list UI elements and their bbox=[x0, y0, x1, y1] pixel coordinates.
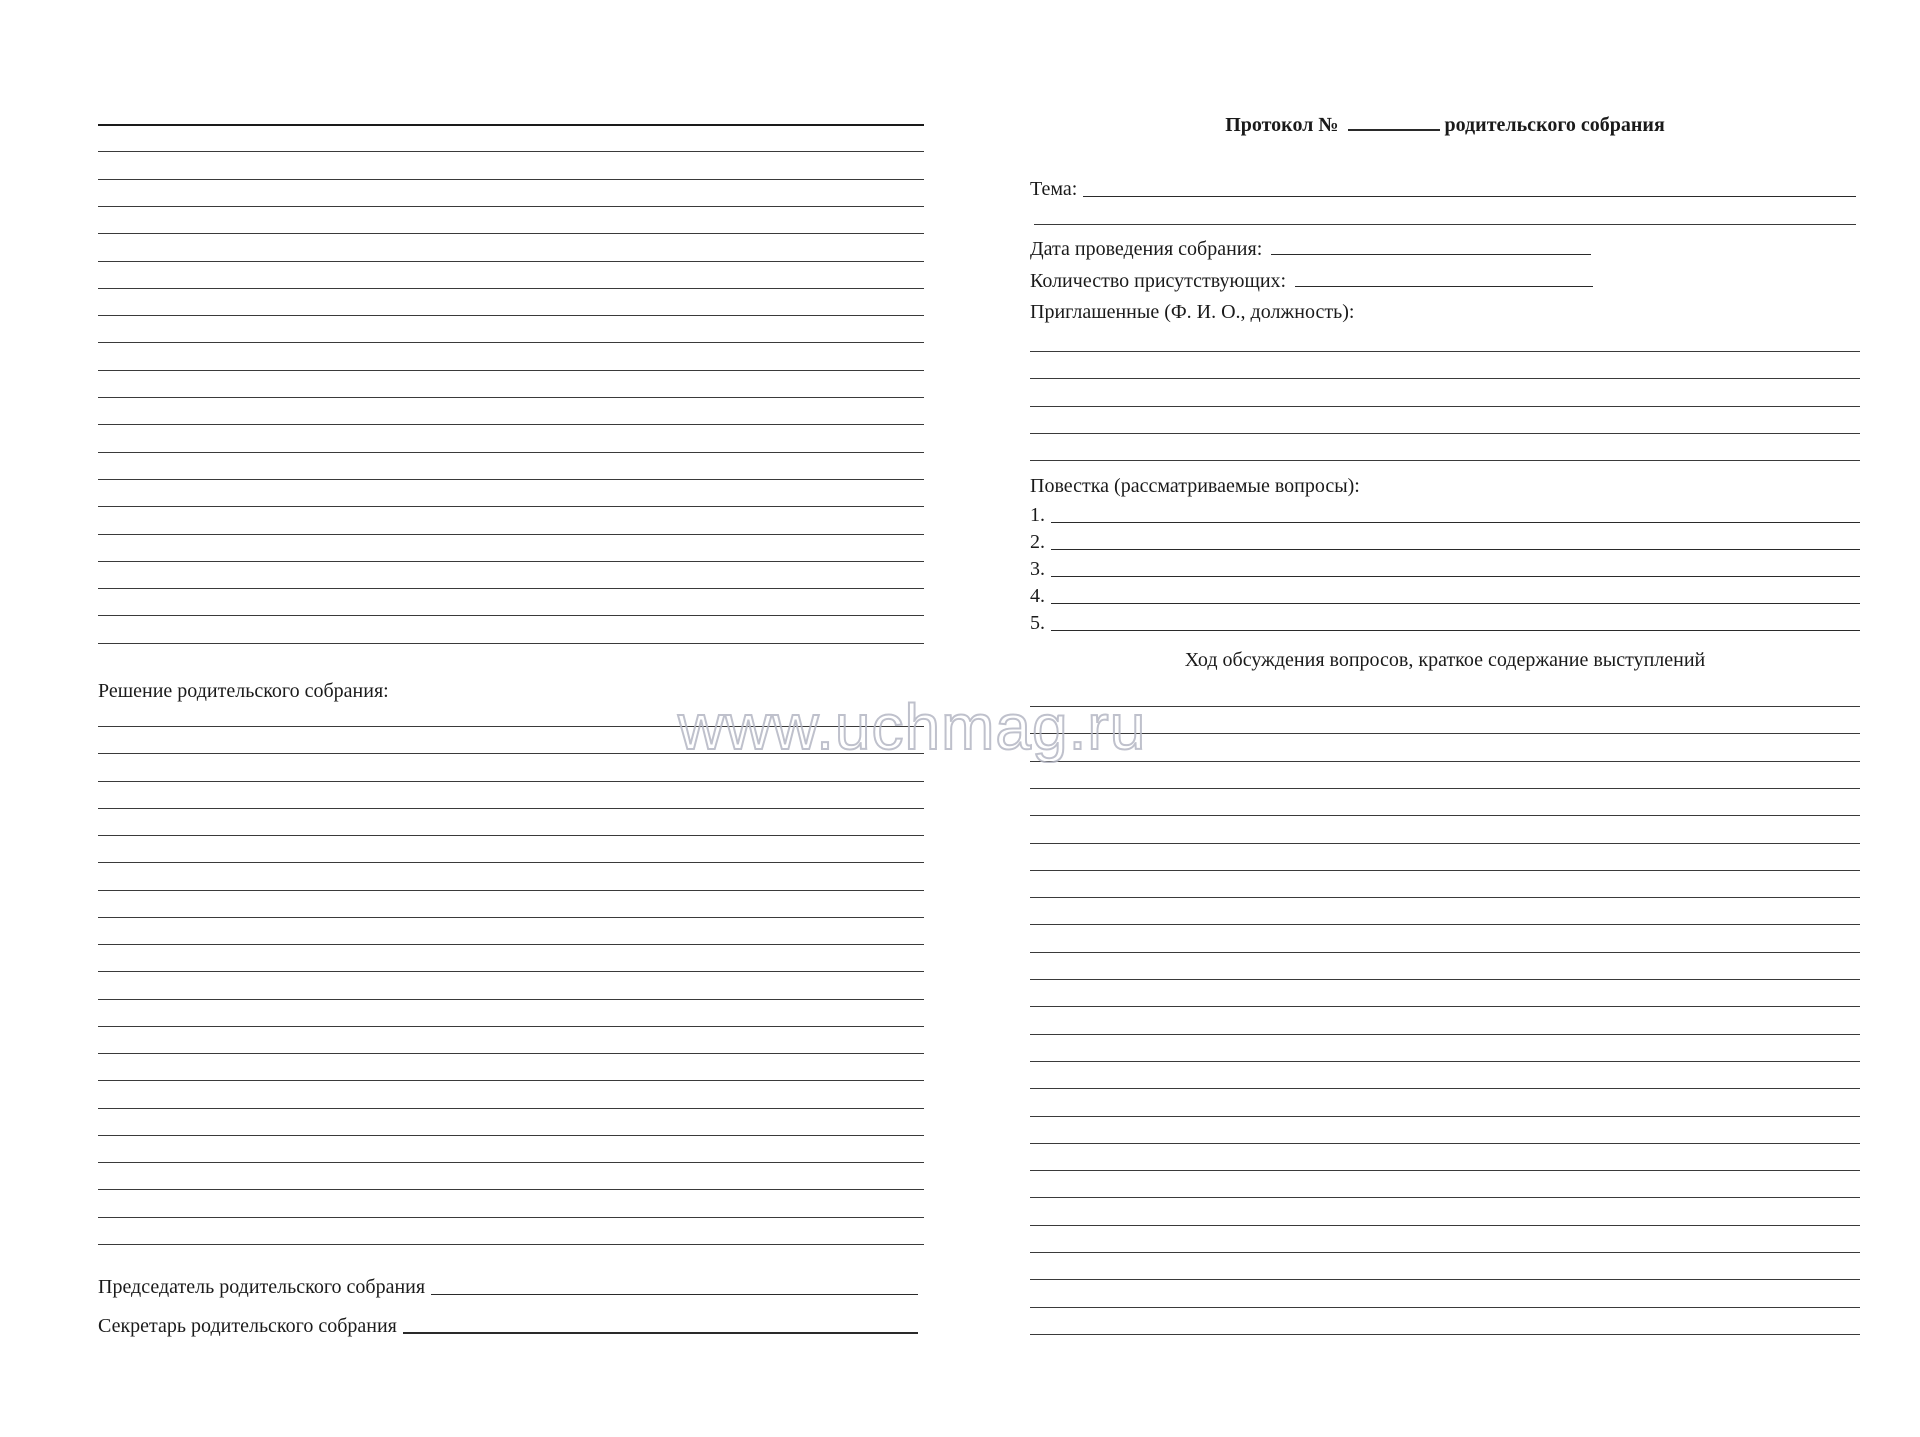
writing-line[interactable] bbox=[1030, 1170, 1860, 1171]
writing-line[interactable] bbox=[1030, 1252, 1860, 1253]
writing-line[interactable] bbox=[1030, 1197, 1860, 1198]
topic-label: Тема: bbox=[1030, 178, 1078, 200]
title-suffix: родительского собрания bbox=[1444, 114, 1665, 136]
writing-line[interactable] bbox=[98, 944, 924, 945]
topic-line-2[interactable] bbox=[1034, 224, 1856, 225]
agenda-item[interactable]: 1. bbox=[1030, 502, 1860, 527]
writing-line[interactable] bbox=[1030, 378, 1860, 379]
secretary-signature-line[interactable] bbox=[403, 1312, 918, 1334]
writing-line[interactable] bbox=[98, 233, 924, 234]
writing-line[interactable] bbox=[1030, 815, 1860, 816]
writing-line[interactable] bbox=[1030, 1061, 1860, 1062]
writing-line[interactable] bbox=[98, 588, 924, 589]
writing-line[interactable] bbox=[1030, 1279, 1860, 1280]
writing-line[interactable] bbox=[98, 479, 924, 480]
writing-line[interactable] bbox=[98, 917, 924, 918]
agenda-item[interactable]: 2. bbox=[1030, 529, 1860, 554]
writing-line[interactable] bbox=[98, 179, 924, 180]
writing-line[interactable] bbox=[98, 452, 924, 453]
writing-line[interactable] bbox=[1030, 460, 1860, 461]
protocol-number-field[interactable] bbox=[1348, 111, 1440, 131]
writing-line[interactable] bbox=[98, 1217, 924, 1218]
discussion-heading: Ход обсуждения вопросов, краткое содержание выступлений bbox=[1184, 649, 1706, 671]
date-field[interactable] bbox=[1030, 236, 1591, 261]
attendance-field[interactable] bbox=[1030, 268, 1593, 293]
writing-line[interactable] bbox=[1030, 979, 1860, 980]
attendance-line[interactable] bbox=[1295, 268, 1593, 287]
writing-line[interactable] bbox=[1030, 1334, 1860, 1335]
title-prefix: Протокол № bbox=[1225, 114, 1339, 136]
chairman-signature-line[interactable] bbox=[431, 1274, 918, 1295]
writing-line[interactable] bbox=[98, 288, 924, 289]
invited-label: Приглашенные (Ф. И. О., должность): bbox=[1030, 301, 1355, 323]
date-label: Дата проведения собрания: bbox=[1030, 238, 1263, 260]
writing-line[interactable] bbox=[1030, 1034, 1860, 1035]
writing-line[interactable] bbox=[98, 534, 924, 535]
secretary-label: Секретарь родительского собрания bbox=[98, 1315, 397, 1337]
chairman-label: Председатель родительского собрания bbox=[98, 1276, 426, 1298]
writing-line[interactable] bbox=[1030, 924, 1860, 925]
writing-line[interactable] bbox=[98, 124, 924, 126]
writing-line[interactable] bbox=[98, 424, 924, 425]
agenda-item[interactable]: 3. bbox=[1030, 556, 1860, 581]
watermark: www.uchmag.ru bbox=[678, 691, 1147, 763]
writing-line[interactable] bbox=[98, 1162, 924, 1163]
writing-line[interactable] bbox=[98, 397, 924, 398]
decision-label: Решение родительского собрания: bbox=[98, 680, 389, 702]
writing-line[interactable] bbox=[1030, 706, 1860, 707]
writing-line[interactable] bbox=[98, 506, 924, 507]
writing-line[interactable] bbox=[1030, 1116, 1860, 1117]
writing-line[interactable] bbox=[98, 315, 924, 316]
writing-line[interactable] bbox=[98, 342, 924, 343]
writing-line[interactable] bbox=[98, 890, 924, 891]
agenda-item[interactable]: 5. bbox=[1030, 610, 1860, 635]
writing-line[interactable] bbox=[98, 643, 924, 644]
writing-line[interactable] bbox=[98, 261, 924, 262]
secretary-signature-field[interactable] bbox=[98, 1312, 918, 1338]
agenda-label: Повестка (рассматриваемые вопросы): bbox=[1030, 475, 1360, 497]
writing-line[interactable] bbox=[98, 1135, 924, 1136]
agenda-item[interactable]: 4. bbox=[1030, 583, 1860, 608]
writing-line[interactable] bbox=[98, 1189, 924, 1190]
chairman-signature-field[interactable] bbox=[98, 1274, 918, 1299]
topic-line[interactable] bbox=[1083, 176, 1856, 197]
writing-line[interactable] bbox=[1030, 843, 1860, 844]
writing-line[interactable] bbox=[98, 781, 924, 782]
writing-line[interactable] bbox=[98, 999, 924, 1000]
writing-line[interactable] bbox=[98, 808, 924, 809]
writing-line[interactable] bbox=[1030, 351, 1860, 352]
writing-line[interactable] bbox=[98, 1244, 924, 1245]
writing-line[interactable] bbox=[98, 151, 924, 152]
attendance-label: Количество присутствующих: bbox=[1030, 270, 1287, 292]
writing-line[interactable] bbox=[1030, 733, 1860, 734]
writing-line[interactable] bbox=[1030, 952, 1860, 953]
writing-line[interactable] bbox=[1030, 433, 1860, 434]
writing-line[interactable] bbox=[98, 561, 924, 562]
protocol-title bbox=[1030, 111, 1860, 137]
writing-line[interactable] bbox=[98, 971, 924, 972]
writing-line[interactable] bbox=[1030, 1307, 1860, 1308]
writing-line[interactable] bbox=[98, 835, 924, 836]
writing-line[interactable] bbox=[1030, 406, 1860, 407]
writing-line[interactable] bbox=[1030, 1225, 1860, 1226]
writing-line[interactable] bbox=[98, 1080, 924, 1081]
writing-line[interactable] bbox=[1030, 1006, 1860, 1007]
writing-line[interactable] bbox=[98, 615, 924, 616]
writing-line[interactable] bbox=[1030, 788, 1860, 789]
writing-line[interactable] bbox=[98, 206, 924, 207]
writing-line[interactable] bbox=[98, 1026, 924, 1027]
writing-line[interactable] bbox=[1030, 870, 1860, 871]
writing-line[interactable] bbox=[1030, 1088, 1860, 1089]
date-line[interactable] bbox=[1271, 236, 1591, 255]
writing-line[interactable] bbox=[1030, 1143, 1860, 1144]
right-page bbox=[1030, 0, 1860, 1437]
writing-line[interactable] bbox=[1030, 761, 1860, 762]
writing-line[interactable] bbox=[1030, 897, 1860, 898]
topic-field[interactable] bbox=[1030, 176, 1856, 201]
writing-line[interactable] bbox=[98, 1053, 924, 1054]
writing-line[interactable] bbox=[98, 1108, 924, 1109]
writing-line[interactable] bbox=[98, 862, 924, 863]
writing-line[interactable] bbox=[98, 370, 924, 371]
